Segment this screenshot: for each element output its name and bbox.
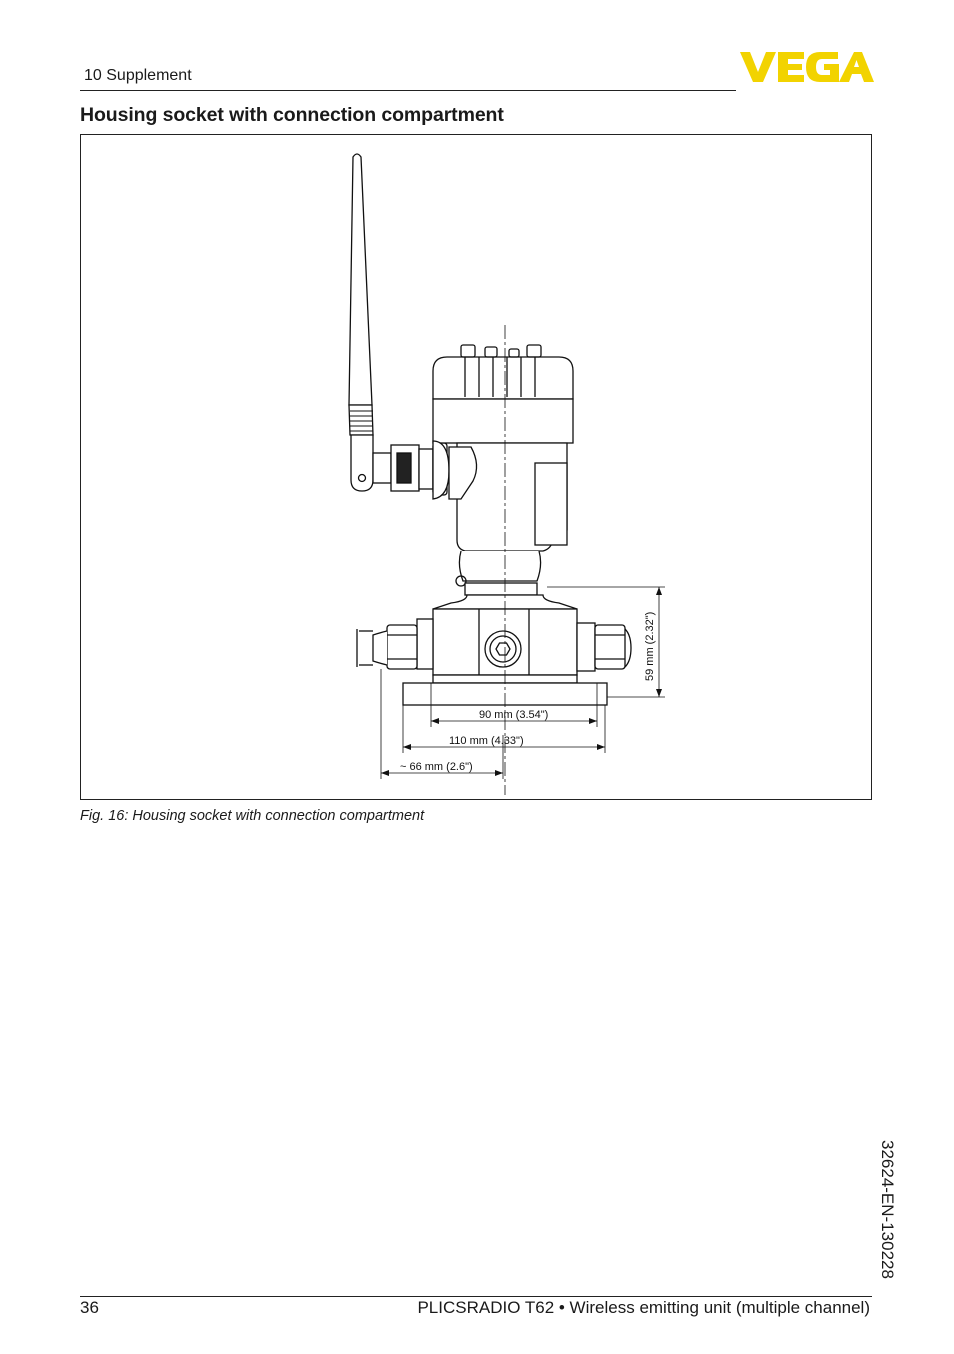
antenna-rod (349, 154, 372, 405)
header-divider (80, 90, 736, 91)
footer-divider (80, 1296, 872, 1297)
document-id: 32624-EN-130228 (878, 1140, 897, 1279)
dim-height-59: 59 mm (2.32") (644, 611, 656, 681)
page-title: Housing socket with connection compartment (80, 104, 504, 126)
section-label: 10 Supplement (84, 67, 192, 84)
footer-title: PLICSRADIO T62 • Wireless emitting unit (multiple channel) (417, 1298, 870, 1317)
housing-lid (433, 357, 573, 399)
figure-frame (80, 134, 872, 800)
figure-caption: Fig. 16: Housing socket with connection compartment (80, 808, 425, 824)
dim-width-66: ~ 66 mm (2.6") (400, 761, 473, 773)
housing-technical-drawing (81, 135, 871, 799)
dim-width-90: 90 mm (3.54") (479, 709, 549, 721)
antenna-hinge (351, 435, 373, 491)
page-number: 36 (80, 1298, 99, 1317)
dim-width-110: 110 mm (4.33") (449, 735, 524, 747)
vega-logo (740, 52, 874, 82)
